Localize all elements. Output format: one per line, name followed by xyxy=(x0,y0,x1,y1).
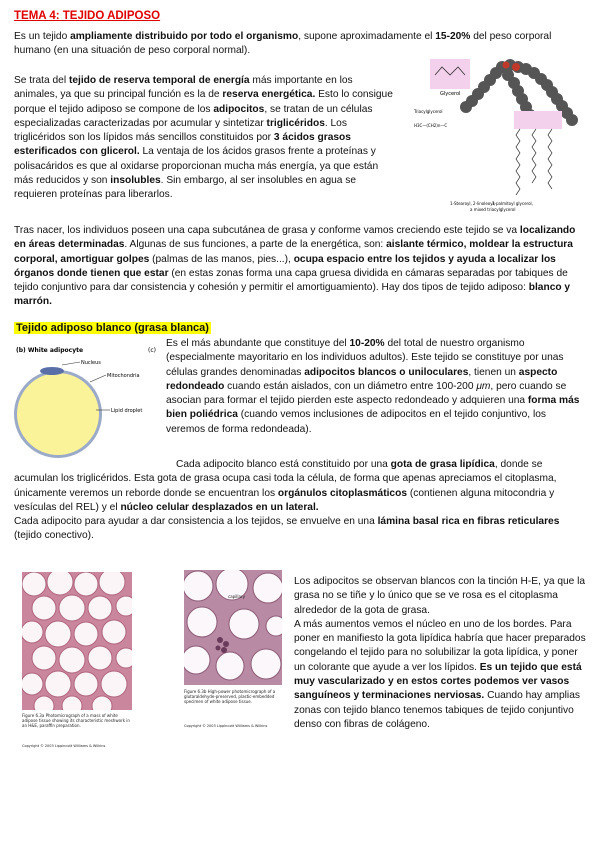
micrograph-1 xyxy=(22,572,132,762)
triglyceride-figure xyxy=(410,55,590,220)
capillary-label: capillary xyxy=(228,594,245,599)
mol-caption-2: 3-palmitoyl glycerol, xyxy=(492,201,533,206)
nucleus-label: Nucleus xyxy=(81,360,101,366)
diagram-title: (b) White adipocyte xyxy=(16,347,84,354)
fatty-acid-chains xyxy=(516,129,552,195)
mol-caption-1: 1-Stearoyl, 2-linoleoyl, xyxy=(450,201,495,206)
glycerol-label: Glycerol xyxy=(440,91,461,97)
triacyl-label: Triacylglycerol xyxy=(414,109,443,114)
nucleus-shape xyxy=(40,367,64,375)
micrograph-1-caption: Figure 6.3a Photomicrograph of a mass of white adipose tissue showing its characteristic meshwork in an H&E, paraffin preparation. xyxy=(22,713,130,728)
white-paragraph: Es el más abundante que constituye del 10-20% del total de nuestro organismo (especialmente mayoritario en los individuos adultos). Este tejido se constituye por unas células grandes denominadas adipocitos blancos o uniloculares, tienen un aspecto redondeado cuando están aislados, con un diámetro entre 100-200 μm, pero cuando se asocian para formar el tejido pierden este aspecto redondeado y adquieren una forma más bien poliédrica (cuando vemos inclusiones de adipocitos en el tejido conjuntivo, los veremos de forma redondeada). xyxy=(166,338,580,435)
section-heading: Tejido adiposo blanco (grasa blanca) xyxy=(16,322,209,334)
micrograph-2 xyxy=(184,570,282,750)
mitochondria-label: Mitochondria xyxy=(107,373,140,379)
page-title: TEMA 4: TEJIDO ADIPOSO xyxy=(14,10,161,22)
reserve-paragraph: Se trata del tejido de reserva temporal de energía más importante en los animales, ya que su principal función es la de reserva energética. Esto lo consigue porque el tejido adiposo se compone de los adipocitos, se tratan de un células especializadas caracterizadas por acumular y sintetizar triglicéridos. Los triglicéridos son los lípidos más sencillos constituidos por 3 ácidos grasos esterificados con glicerol. La ventaja de los ácidos grasos frente a proteínas y polisacáridos es que al oxidarse proporcionan mucha más energía, ya que están más reducidos y son insolubles. Sin embargo, al ser insolubles en agua se requieren proteínas para liberarlos. xyxy=(14,75,393,201)
mol-caption-3: a mixed triacylglycerol xyxy=(470,207,516,212)
stain-paragraph: Los adipocitos se observan blancos con la tinción H-E, ya que la grasa no se tiñe y lo único que se ve rosa es el citoplasma alrededor de la gota de grasa. A más aumentos vemos el núcleo en uno de los bordes. Para poner en manifiesto la gota lipídica habría que hacer preparados congelando el tejido para no solubilizar la gota lipídica, y poner un colorante que ayude a ver los lípidos. Es un tejido que está muy vascularizado y en estos cortes podemos ver vasos sanguíneos y terminaciones nerviosas. Cuando hay amplias zonas con tejido blanco tenemos tabiques de tejido conjuntivo denso con fibras de colágeno. xyxy=(294,576,586,730)
intro-paragraph: Es un tejido ampliamente distribuido por todo el organismo, supone aproximadamente el 15-20% del peso corporal humano (en una situación de peso corporal normal). xyxy=(14,31,552,57)
formula-label: H3C—(CH2)n—C xyxy=(414,123,448,128)
droplet-paragraph: Cada adipocito blanco está constituido por una gota de grasa lipídica, donde se acumulan los triglicéridos. Esta gota de grasa ocupa casi toda la célula, de forma que apenas apreciamos el citoplasma, únicamente veremos un reborde donde se encuentran los orgánulos citoplasmáticos (contienen alguna mitocondria y vesículas del REL) y el núcleo celular desplazados en un lateral. Cada adipocito para ayudar a dar consistencia a los tejidos, se envuelve en una lámina basal rica en fibras reticulares (tejido conectivo). xyxy=(14,459,560,542)
diagram-corner: (c) xyxy=(148,347,156,354)
micrograph-2-copyright: Copyright © 2003 Lippincott Williams & Wilkins xyxy=(184,724,268,728)
micrograph-1-copyright: Copyright © 2003 Lippincott Williams & Wilkins xyxy=(22,744,106,748)
white-adipocyte-diagram xyxy=(12,342,164,460)
lipid-label: Lipid droplet xyxy=(111,408,143,414)
birth-paragraph: Tras nacer, los individuos poseen una capa subcutánea de grasa y conforme vamos creciendo este tejido se va localizando en áreas determinadas. Algunas de sus funciones, a parte de la energética, son: aislante térmico, moldear la estructura corporal, amortiguar golpes (palmas de las manos, pies...), ocupa espacio entre los tejidos y ayuda a localizar los órganos donde tienen que estar (en estas zonas forma una capa gruesa dividida en cámaras separadas por tabiques de tejido conjuntivo para dar consistencia y cohesión y permitir el amortiguamiento). Hay dos tipos de tejido adiposo: blanco y marrón. xyxy=(14,225,576,308)
micrograph-2-caption: Figure 6.3b High-power photomicrograph of a glutaraldehyde-preserved, plastic-embedded specimen of white adipose tissue. xyxy=(184,689,276,704)
